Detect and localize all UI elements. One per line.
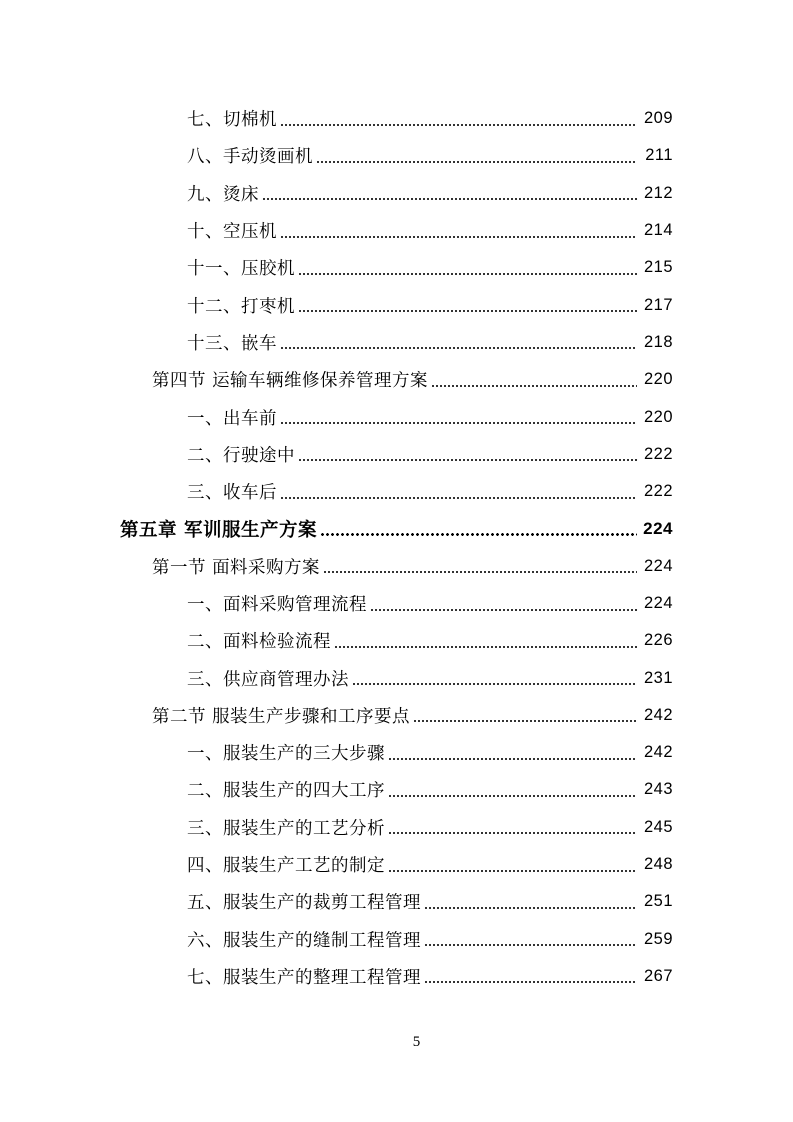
toc-entry-page: 224 bbox=[643, 556, 673, 575]
toc-entry-title: 第二节 服装生产步骤和工序要点 bbox=[152, 706, 411, 727]
toc-entry[interactable] bbox=[0, 249, 793, 286]
dot-leader bbox=[388, 756, 637, 762]
dot-leader bbox=[280, 495, 637, 501]
toc-entry-page: 242 bbox=[643, 743, 673, 762]
toc-entry-page: 243 bbox=[643, 780, 673, 799]
toc-entry[interactable] bbox=[0, 585, 793, 622]
toc-entry-title: 三、服装生产的工艺分析 bbox=[187, 818, 385, 839]
toc-entry[interactable] bbox=[0, 809, 793, 846]
toc-entry-page: 211 bbox=[645, 146, 673, 165]
toc-entry[interactable] bbox=[0, 212, 793, 249]
dot-leader bbox=[424, 979, 637, 985]
toc-entry-page: 267 bbox=[643, 966, 673, 985]
dot-leader bbox=[280, 234, 637, 240]
toc-entry-title: 十三、嵌车 bbox=[187, 333, 277, 354]
toc-entry-page: 222 bbox=[643, 482, 673, 501]
toc-entry[interactable] bbox=[0, 622, 793, 659]
toc-entry[interactable] bbox=[0, 137, 793, 174]
toc-entry-page: 215 bbox=[643, 258, 673, 277]
toc-entry-title: 九、烫床 bbox=[187, 184, 259, 205]
toc-entry[interactable] bbox=[0, 398, 793, 435]
toc-section-entry[interactable] bbox=[0, 361, 793, 398]
dot-leader bbox=[323, 569, 637, 575]
toc-entry[interactable] bbox=[0, 473, 793, 510]
toc-entry[interactable] bbox=[0, 921, 793, 958]
dot-leader bbox=[280, 345, 637, 351]
toc-entry-title: 五、服装生产的裁剪工程管理 bbox=[187, 893, 421, 914]
dot-leader bbox=[298, 308, 637, 314]
toc-entry-page: 226 bbox=[643, 631, 673, 650]
toc-entry-title: 第四节 运输车辆维修保养管理方案 bbox=[152, 371, 429, 392]
dot-leader bbox=[352, 681, 637, 687]
toc-entry-title: 第一节 面料采购方案 bbox=[152, 557, 321, 578]
toc-entry-page: 218 bbox=[643, 332, 673, 351]
toc-entry-title: 三、收车后 bbox=[187, 483, 277, 504]
toc-entry-page: 217 bbox=[643, 295, 673, 314]
dot-leader bbox=[280, 420, 637, 426]
toc-entry-title: 二、服装生产的四大工序 bbox=[187, 781, 385, 802]
toc-entry-page: 245 bbox=[643, 817, 673, 836]
page-number: 5 bbox=[412, 1034, 421, 1050]
table-of-contents bbox=[0, 100, 793, 995]
toc-entry-title: 一、服装生产的三大步骤 bbox=[187, 744, 385, 765]
dot-leader bbox=[298, 271, 637, 277]
toc-entry-page: 231 bbox=[643, 668, 673, 687]
toc-entry-title: 十一、压胶机 bbox=[187, 259, 295, 280]
toc-entry-page: 220 bbox=[643, 407, 673, 426]
toc-entry-title: 六、服装生产的缝制工程管理 bbox=[187, 930, 421, 951]
toc-entry-title: 七、切棉机 bbox=[187, 110, 277, 131]
toc-entry-page: 251 bbox=[643, 892, 673, 911]
toc-entry-title: 二、行驶途中 bbox=[187, 445, 295, 466]
toc-entry-title: 一、面料采购管理流程 bbox=[187, 595, 367, 615]
dot-leader bbox=[320, 532, 637, 538]
toc-entry-title: 四、服装生产工艺的制定 bbox=[187, 856, 385, 877]
toc-section-entry[interactable] bbox=[0, 548, 793, 585]
toc-entry-page: 212 bbox=[643, 183, 673, 202]
toc-entry-page: 214 bbox=[643, 221, 673, 240]
toc-chapter-entry[interactable] bbox=[0, 510, 793, 547]
toc-entry[interactable] bbox=[0, 286, 793, 323]
toc-entry[interactable] bbox=[0, 175, 793, 212]
dot-leader bbox=[316, 159, 637, 165]
dot-leader bbox=[388, 868, 637, 874]
toc-section-entry[interactable] bbox=[0, 697, 793, 734]
dot-leader bbox=[424, 942, 637, 948]
toc-entry-title: 第五章 军训服生产方案 bbox=[120, 519, 317, 541]
toc-entry-page: 209 bbox=[643, 109, 673, 128]
toc-entry-page: 242 bbox=[643, 705, 673, 724]
dot-leader bbox=[388, 830, 637, 836]
toc-entry-title: 七、服装生产的整理工程管理 bbox=[187, 967, 421, 988]
toc-entry[interactable] bbox=[0, 100, 793, 137]
dot-leader bbox=[388, 793, 637, 799]
dot-leader bbox=[334, 644, 637, 650]
toc-entry-page: 224 bbox=[643, 518, 673, 538]
toc-entry[interactable] bbox=[0, 846, 793, 883]
dot-leader bbox=[431, 383, 637, 389]
toc-entry-title: 三、供应商管理办法 bbox=[187, 669, 349, 690]
dot-leader bbox=[424, 905, 637, 911]
toc-entry[interactable] bbox=[0, 958, 793, 995]
toc-entry[interactable] bbox=[0, 734, 793, 771]
toc-entry-page: 220 bbox=[643, 370, 673, 389]
toc-entry-title: 一、出车前 bbox=[187, 408, 277, 429]
toc-entry-page: 222 bbox=[643, 444, 673, 463]
toc-entry[interactable] bbox=[0, 883, 793, 920]
toc-entry[interactable] bbox=[0, 771, 793, 808]
dot-leader bbox=[413, 718, 637, 724]
toc-entry[interactable] bbox=[0, 324, 793, 361]
dot-leader bbox=[262, 196, 637, 202]
toc-entry-page: 248 bbox=[643, 855, 673, 874]
toc-entry-title: 十、空压机 bbox=[187, 222, 277, 243]
toc-entry-title: 二、面料检验流程 bbox=[187, 632, 331, 653]
dot-leader bbox=[280, 122, 637, 128]
toc-entry-title: 十二、打枣机 bbox=[187, 296, 295, 317]
dot-leader bbox=[370, 607, 637, 613]
toc-entry[interactable] bbox=[0, 436, 793, 473]
toc-entry-page: 259 bbox=[643, 929, 673, 948]
toc-entry-title: 八、手动烫画机 bbox=[187, 147, 313, 168]
toc-entry-page: 224 bbox=[643, 594, 673, 612]
toc-entry[interactable] bbox=[0, 659, 793, 696]
dot-leader bbox=[298, 457, 637, 463]
